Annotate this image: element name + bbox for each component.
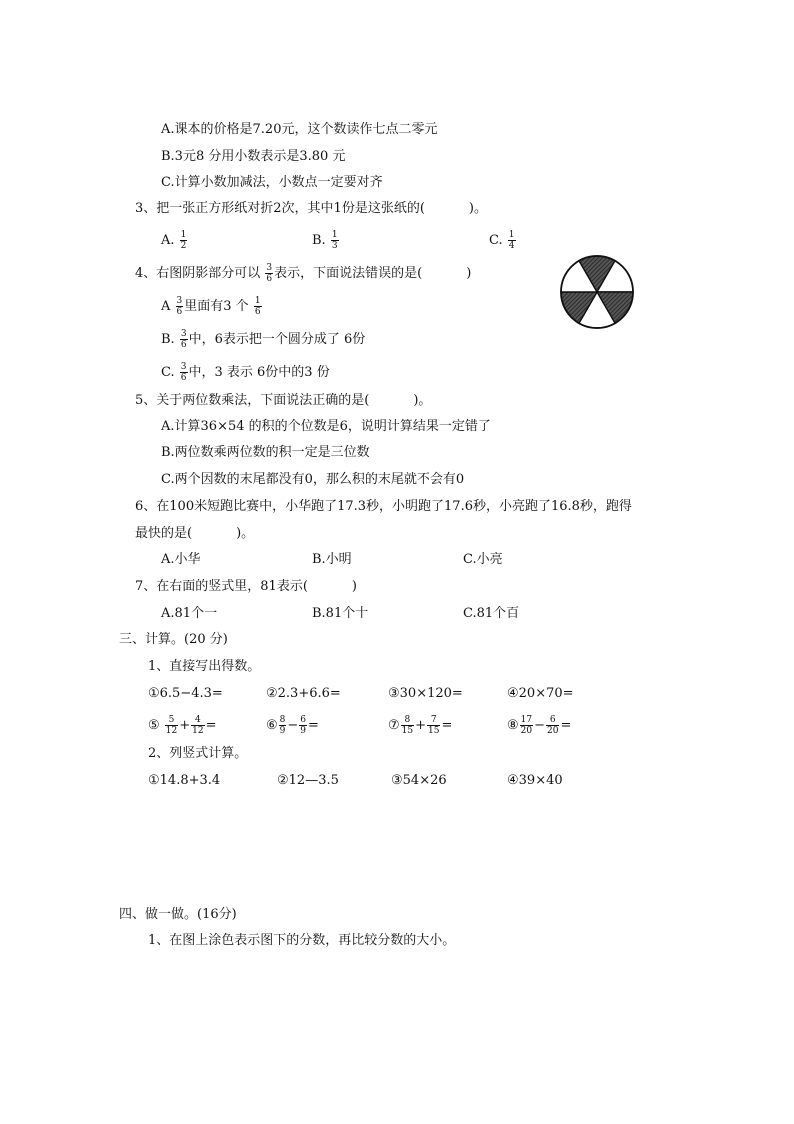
numerator: 1	[331, 230, 338, 240]
numerator: 17	[520, 715, 533, 725]
section-3-subtitle-1: 1、直接写出得数。	[148, 659, 261, 674]
q4-option-c	[161, 362, 330, 383]
q7-stem	[135, 578, 357, 596]
denominator: 9	[279, 726, 286, 736]
q3-option-c-label: C.	[489, 233, 503, 248]
q5-stem-end: )。	[413, 393, 432, 408]
numerator: 8	[279, 715, 286, 725]
numerator: 5	[165, 715, 178, 726]
denominator: 3	[331, 241, 338, 251]
fraction	[180, 329, 188, 350]
fraction	[546, 715, 559, 736]
q6-stem-text: 最快的是(	[135, 526, 193, 541]
numerator: 6	[546, 715, 559, 726]
equals: =	[205, 718, 217, 733]
fraction	[180, 362, 188, 383]
q7-option-a: A.81个一	[161, 606, 218, 621]
fraction	[401, 715, 414, 736]
q4-stem-pre: 4、右图阴影部分可以	[135, 266, 261, 281]
q3-stem-text: 3、把一张正方形纸对折2次，其中1份是这张纸的(	[135, 201, 425, 216]
q5-option-b: B.两位数乘两位数的积一定是三位数	[161, 445, 370, 460]
fraction	[508, 230, 516, 251]
q2-option-b: B.3元8 分用小数表示是3.80 元	[161, 149, 346, 164]
calc-item-6	[266, 715, 319, 736]
numerator: 1	[254, 296, 261, 306]
numerator: 1	[508, 230, 515, 240]
item-number: ⑤	[148, 718, 160, 733]
denominator: 12	[192, 726, 204, 736]
operator: −	[534, 718, 546, 733]
q4-stem-post: 表示，下面说法错误的是(	[274, 266, 423, 281]
numerator: 8	[401, 715, 414, 726]
q2-option-c: C.计算小数加减法，小数点一定要对齐	[161, 175, 383, 190]
q6-stem: 6、在100米短跑比赛中，小华跑了17.3秒，小明跑了17.6秒，小亮跑了16.8秒，跑得	[135, 499, 632, 514]
numerator: 6	[300, 715, 307, 725]
section-3-title: 三、计算。(20 分)	[119, 632, 228, 647]
q5-option-c: C.两个因数的末尾都没有0，那么积的末尾就不会有0	[161, 472, 465, 487]
denominator: 15	[401, 726, 414, 736]
denominator: 20	[547, 726, 559, 736]
numerator: 4	[191, 715, 204, 726]
denominator: 6	[180, 340, 187, 350]
item-number: ⑧	[507, 718, 519, 733]
q4-stem-end: )	[466, 266, 472, 281]
q7-option-c: C.81个百	[463, 606, 520, 621]
vertical-calc-1: ①14.8+3.4	[148, 773, 221, 788]
vertical-calc-4: ④39×40	[507, 773, 563, 788]
q7-stem-text: 7、在右面的竖式里，81表示(	[135, 579, 308, 594]
vertical-calc-3: ③54×26	[391, 773, 447, 788]
calc-item-7	[388, 715, 452, 736]
q3-option-b	[312, 230, 340, 251]
q3-option-c	[489, 230, 517, 251]
q2-option-a: A.课本的价格是7.20元，这个数读作七点二零元	[161, 122, 438, 137]
q4-option-c-text: 中，3 表示 6份中的3 份	[188, 365, 330, 380]
fraction	[299, 715, 307, 736]
q6-stem-line2	[135, 525, 254, 543]
calc-item-4: ④20×70=	[507, 686, 574, 701]
q3-option-a-label: A.	[161, 233, 175, 248]
fraction	[180, 230, 188, 251]
q4-option-b-text: 中，6表示把一个圆分成了 6份	[188, 332, 366, 347]
denominator: 6	[176, 307, 183, 317]
fraction	[165, 715, 178, 736]
q4-option-c-label: C.	[161, 365, 175, 380]
section-3-subtitle-2: 2、列竖式计算。	[148, 746, 248, 761]
q3-option-b-label: B.	[312, 233, 326, 248]
section-4-subtitle-1: 1、在图上涂色表示图下的分数，再比较分数的大小。	[148, 933, 456, 948]
denominator: 9	[300, 726, 307, 736]
operator: −	[287, 718, 299, 733]
q6-option-a: A.小华	[161, 552, 201, 567]
q3-option-a	[161, 230, 188, 251]
q6-option-c: C.小亮	[463, 552, 503, 567]
q4-option-b	[161, 329, 365, 350]
q4-stem	[135, 263, 471, 284]
denominator: 6	[180, 373, 187, 383]
denominator: 4	[508, 241, 515, 251]
denominator: 12	[165, 726, 178, 736]
numerator: 3	[176, 296, 183, 306]
fraction	[520, 715, 533, 736]
fraction	[279, 715, 287, 736]
vertical-calc-2: ②12—3.5	[277, 773, 339, 788]
equals: =	[308, 718, 319, 733]
q3-stem-end: )。	[468, 201, 487, 216]
circle-figure	[559, 254, 635, 330]
q7-option-b: B.81个十	[312, 606, 369, 621]
denominator: 20	[520, 726, 533, 736]
fraction	[427, 715, 440, 736]
section-4-title: 四、做一做。(16分)	[119, 907, 237, 922]
q4-option-b-label: B.	[161, 332, 175, 347]
equals: =	[560, 718, 572, 733]
fraction	[254, 296, 262, 317]
item-number: ⑥	[266, 718, 278, 733]
numerator: 7	[427, 715, 440, 726]
fraction	[176, 296, 184, 317]
q6-option-b: B.小明	[312, 552, 352, 567]
q4-option-a-text: 里面有3 个	[184, 299, 249, 314]
denominator: 6	[266, 274, 273, 284]
q7-stem-end: )	[351, 579, 357, 594]
q4-option-a-label: A	[161, 299, 171, 314]
numerator: 1	[180, 230, 187, 240]
calc-item-8	[507, 715, 571, 736]
fraction	[331, 230, 339, 251]
denominator: 2	[180, 241, 187, 251]
q5-stem	[135, 392, 431, 410]
q6-stem-end: )。	[236, 526, 255, 541]
numerator: 3	[180, 362, 187, 372]
calc-item-3: ③30×120=	[388, 686, 463, 701]
q3-stem	[135, 200, 487, 218]
operator: +	[179, 718, 191, 733]
denominator: 6	[254, 307, 261, 317]
calc-item-1: ①6.5−4.3=	[148, 686, 223, 701]
item-number: ⑦	[388, 718, 400, 733]
calc-item-2: ②2.3+6.6=	[266, 686, 341, 701]
operator: +	[415, 718, 427, 733]
numerator: 3	[266, 263, 273, 273]
q5-stem-text: 5、关于两位数乘法，下面说法正确的是(	[135, 393, 370, 408]
fraction	[191, 715, 204, 736]
q5-option-a: A.计算36×54 的积的个位数是6，说明计算结果一定错了	[161, 419, 491, 434]
denominator: 15	[428, 726, 440, 736]
numerator: 3	[180, 329, 187, 339]
fraction	[265, 263, 273, 284]
equals: =	[441, 718, 453, 733]
calc-item-5	[148, 715, 217, 736]
q4-option-a	[161, 296, 263, 317]
